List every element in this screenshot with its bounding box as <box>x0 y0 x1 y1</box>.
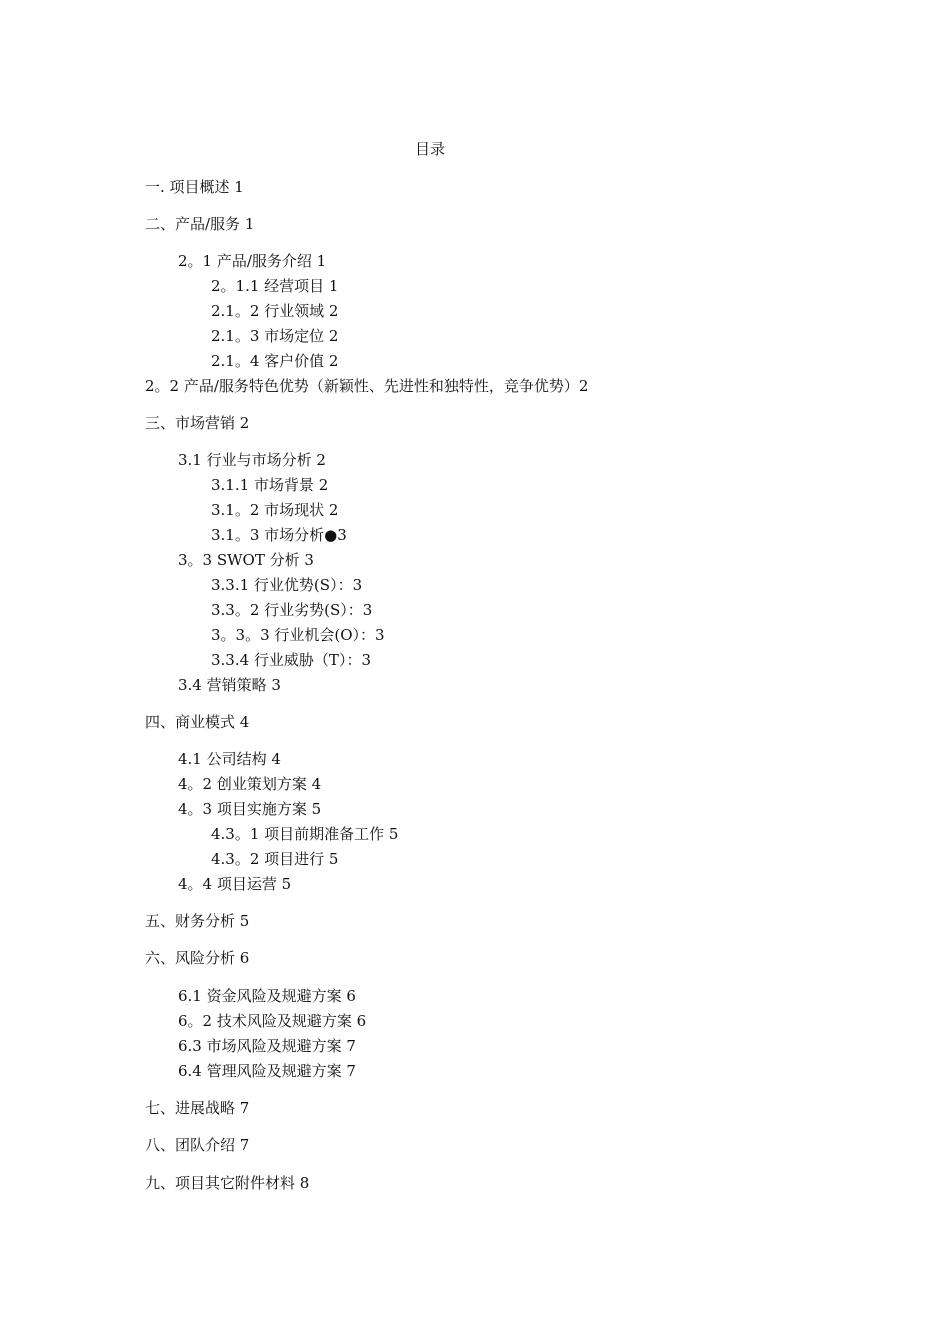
toc-entry[interactable]: 八、团队介绍 7 <box>145 1136 250 1154</box>
toc-entry[interactable]: 3.1 行业与市场分析 2 <box>178 451 326 469</box>
toc-entry[interactable]: 6.1 资金风险及规避方案 6 <box>178 987 356 1005</box>
toc-entry[interactable]: 6。2 技术风险及规避方案 6 <box>178 1012 367 1030</box>
toc-entry[interactable]: 3。3。3 行业机会(O）：3 <box>211 626 385 644</box>
toc-entry[interactable]: 2.1。3 市场定位 2 <box>211 327 339 345</box>
toc-entry[interactable]: 6.3 市场风险及规避方案 7 <box>178 1037 356 1055</box>
toc-entry[interactable]: 3.3.4 行业威胁（T）：3 <box>211 651 371 669</box>
toc-entry[interactable]: 3.1。3 市场分析●3 <box>211 526 347 544</box>
toc-entry[interactable]: 三、市场营销 2 <box>145 414 250 432</box>
toc-entry[interactable]: 6.4 管理风险及规避方案 7 <box>178 1062 356 1080</box>
toc-entry[interactable]: 3。3 SWOT 分析 3 <box>178 551 314 569</box>
toc-entry[interactable]: 4.1 公司结构 4 <box>178 750 281 768</box>
toc-entry[interactable]: 3.4 营销策略 3 <box>178 676 281 694</box>
toc-entry[interactable]: 五、财务分析 5 <box>145 912 250 930</box>
toc-entry[interactable]: 4。3 项目实施方案 5 <box>178 800 322 818</box>
toc-entry[interactable]: 4.3。1 项目前期准备工作 5 <box>211 825 399 843</box>
toc-entry[interactable]: 七、进展战略 7 <box>145 1099 250 1117</box>
toc-entry[interactable]: 3.3.1 行业优势(S）：3 <box>211 576 363 594</box>
toc-entry[interactable]: 2.1。2 行业领域 2 <box>211 302 339 320</box>
toc-entry[interactable]: 2.1。4 客户价值 2 <box>211 352 339 370</box>
toc-entry[interactable]: 3.3。2 行业劣势(S）：3 <box>211 601 373 619</box>
toc-entry[interactable]: 二、产品/服务 1 <box>145 215 255 233</box>
toc-entry[interactable]: 3.1.1 市场背景 2 <box>211 476 329 494</box>
toc-entry[interactable]: 六、风险分析 6 <box>145 949 250 967</box>
toc-entry[interactable]: 2。1.1 经营项目 1 <box>211 277 339 295</box>
toc-entry[interactable]: 4。2 创业策划方案 4 <box>178 775 322 793</box>
toc-entry[interactable]: 2。1 产品/服务介绍 1 <box>178 252 327 270</box>
toc-entry[interactable]: 九、项目其它附件材料 8 <box>145 1174 310 1192</box>
toc-entry[interactable]: 2。2 产品/服务特色优势（新颖性、先进性和独特性，竞争优势）2 <box>145 377 589 395</box>
toc-entry[interactable]: 四、商业模式 4 <box>145 713 250 731</box>
toc-title: 目录 <box>414 140 445 158</box>
toc-entry[interactable]: 4.3。2 项目进行 5 <box>211 850 339 868</box>
toc-entry[interactable]: 一. 项目概述 1 <box>145 178 244 196</box>
toc-entry[interactable]: 4。4 项目运营 5 <box>178 875 292 893</box>
toc-entry[interactable]: 3.1。2 市场现状 2 <box>211 501 339 519</box>
